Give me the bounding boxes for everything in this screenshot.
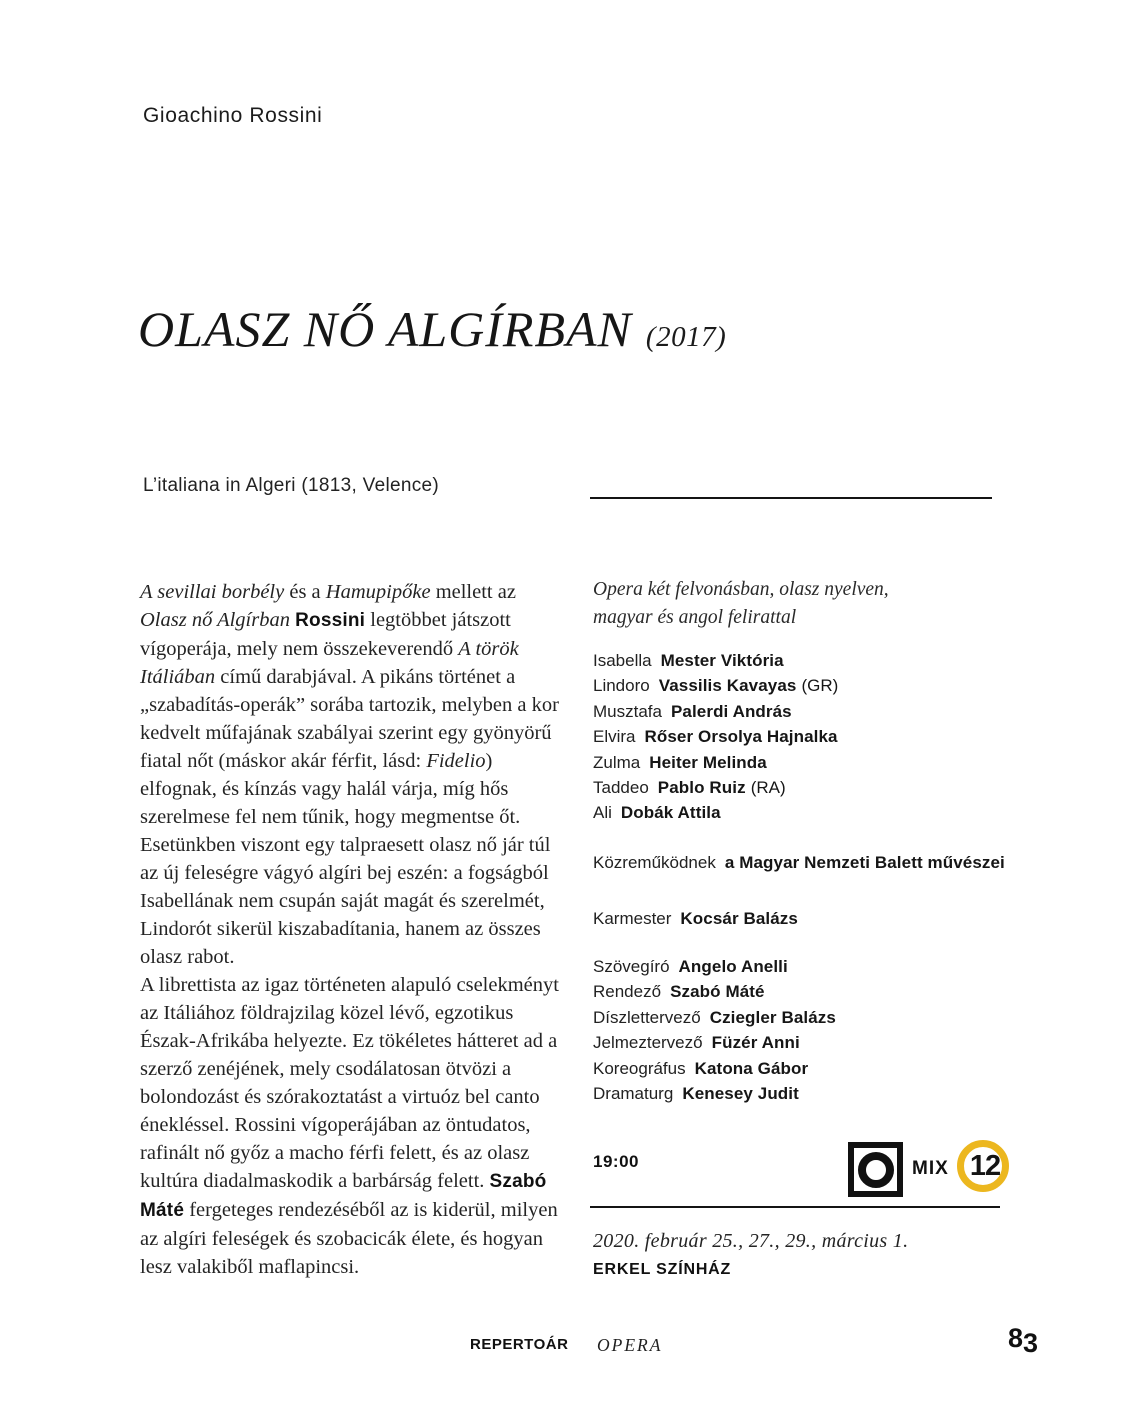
cast-role: Elvira — [593, 727, 636, 747]
conductor-label: Karmester — [593, 909, 672, 928]
cast-suffix: (GR) — [801, 676, 839, 696]
creator-role: Szövegíró — [593, 957, 670, 976]
cast-row — [593, 648, 843, 673]
top-divider-line — [590, 497, 992, 499]
cast-list — [593, 648, 843, 826]
composer-name: Gioachino Rossini — [143, 104, 323, 127]
creator-name: Szabó Máté — [670, 982, 765, 1002]
cast-name: Pablo Ruiz — [657, 778, 746, 798]
cast-role: Lindoro — [593, 676, 650, 696]
creator-row — [593, 1056, 836, 1081]
venue-name: ERKEL SZÍNHÁZ — [593, 1261, 732, 1278]
cast-name: Palerdi András — [670, 701, 792, 721]
description-paragraph-1: A sevillai borbély és a Hamupipőke mellett az Olasz nő Algírban Rossini legtöbbet játszott vígoperája, mely nem összekeverendő A török Itáliában című darabjával. A pikáns történet a „szabadítás-operák” sorába tartozik, melyben a kor kedvelt műfajának szabályai szerint egy gyönyörű fiatal nőt (máskor akár férfit, lásd: Fidelio) elfognak, és kínzás vagy halál várja, míg hős szerelmese fel nem tűnik, hogy megmentse őt. Esetünkben viszont egy talpraesett olasz nő jár túl az új feleségre vágyó algíri bej eszén: a fogságból Isabellának nem csupán saját magát és szerelmét, Lindorót sikerül kiszabadítania, hanem az összes olasz rabot. — [140, 581, 559, 968]
creator-row — [593, 1005, 836, 1030]
creator-row — [593, 954, 836, 979]
creator-name: Füzér Anni — [711, 1033, 800, 1053]
cast-row — [593, 724, 843, 749]
opera-title: OLASZ NŐ ALGÍRBAN — [138, 301, 632, 357]
ensemble-label: Közreműködnek — [593, 853, 716, 872]
cast-row — [593, 750, 843, 775]
creator-name: Kenesey Judit — [682, 1084, 799, 1104]
format-note-line1: Opera két felvonásban, olasz nyelven, — [593, 579, 889, 600]
footer-section-label: REPERTOÁR — [470, 1336, 569, 1353]
creative-team-list — [593, 954, 836, 1106]
description-paragraph-2: A librettista az igaz történeten alapuló cselekményt az Itáliához földrajzilag közel lévő, egzotikus Észak-Afrikába helyezte. Ez tökéletes hátteret ad a szerző zenéjének, mely csodálatosan ötvözi a bolondozást és szórakoztatást a virtuóz bel canto énekléssel. Rossini vígoperájában az öntudatos, rafinált nő győz a macho férfi felett, és az olasz kultúra diadalmaskodik a barbárság felett. Szabó Máté fergeteges rendezéséből az is kiderül, milyen az algíri feleségek és szobacicák élete, és hogyan lesz valakiből maflapincsi. — [140, 974, 559, 1278]
creator-row — [593, 979, 836, 1004]
cast-row — [593, 800, 843, 825]
cast-role: Ali — [593, 803, 612, 823]
creator-role: Rendező — [593, 982, 662, 1002]
cast-name: Mester Viktória — [660, 651, 784, 670]
age-rating-badge — [957, 1140, 1009, 1192]
footer-category-label: OPERA — [597, 1335, 663, 1355]
page-title — [138, 300, 726, 358]
cast-role: Zulma — [593, 752, 641, 772]
performance-time: 19:00 — [593, 1152, 639, 1171]
conductor-name: Kocsár Balázs — [680, 909, 798, 928]
ensemble-credit — [593, 850, 1005, 875]
cast-name: Vassilis Kavayas — [658, 676, 797, 696]
cast-name: Dobák Attila — [620, 803, 721, 823]
production-year: (2017) — [645, 321, 727, 353]
age-rating-value: 12 — [969, 1149, 1001, 1182]
performance-dates: 2020. február 25., 27., 29., március 1. — [593, 1230, 909, 1252]
creator-name: Cziegler Balázs — [709, 1007, 836, 1027]
cast-row — [593, 673, 843, 698]
cast-role: Taddeo — [593, 778, 649, 798]
cast-row — [593, 699, 843, 724]
creator-name: Angelo Anelli — [678, 957, 788, 976]
mix-label: MIX — [912, 1158, 949, 1179]
creator-role: Díszlettervező — [593, 1007, 701, 1027]
creator-role: Jelmeztervező — [593, 1033, 703, 1053]
description-column — [140, 578, 566, 1281]
credits-column — [593, 576, 1013, 1104]
cast-row — [593, 775, 843, 800]
cast-name: Rőser Orsolya Hajnalka — [644, 727, 838, 747]
bottom-divider-line — [590, 1206, 1000, 1208]
mix-ring-icon — [858, 1152, 894, 1188]
conductor-credit — [593, 906, 798, 931]
format-note-line2: magyar és angol felirattal — [593, 607, 797, 628]
mix-program-icon — [848, 1142, 903, 1197]
creator-name: Katona Gábor — [694, 1058, 809, 1078]
original-title: L’italiana in Algeri (1813, Velence) — [143, 475, 439, 496]
creator-role: Koreográfus — [593, 1058, 686, 1078]
creator-row — [593, 1030, 836, 1055]
cast-suffix: (RA) — [750, 778, 786, 798]
cast-role: Isabella — [593, 651, 652, 670]
cast-role: Musztafa — [593, 701, 662, 721]
creator-role: Dramaturg — [593, 1084, 674, 1104]
creator-row — [593, 1081, 836, 1106]
cast-name: Heiter Melinda — [649, 752, 767, 772]
ensemble-name: a Magyar Nemzeti Balett művészei — [724, 853, 1005, 872]
format-note — [593, 576, 1013, 632]
page-number: 83 — [1008, 1323, 1039, 1358]
